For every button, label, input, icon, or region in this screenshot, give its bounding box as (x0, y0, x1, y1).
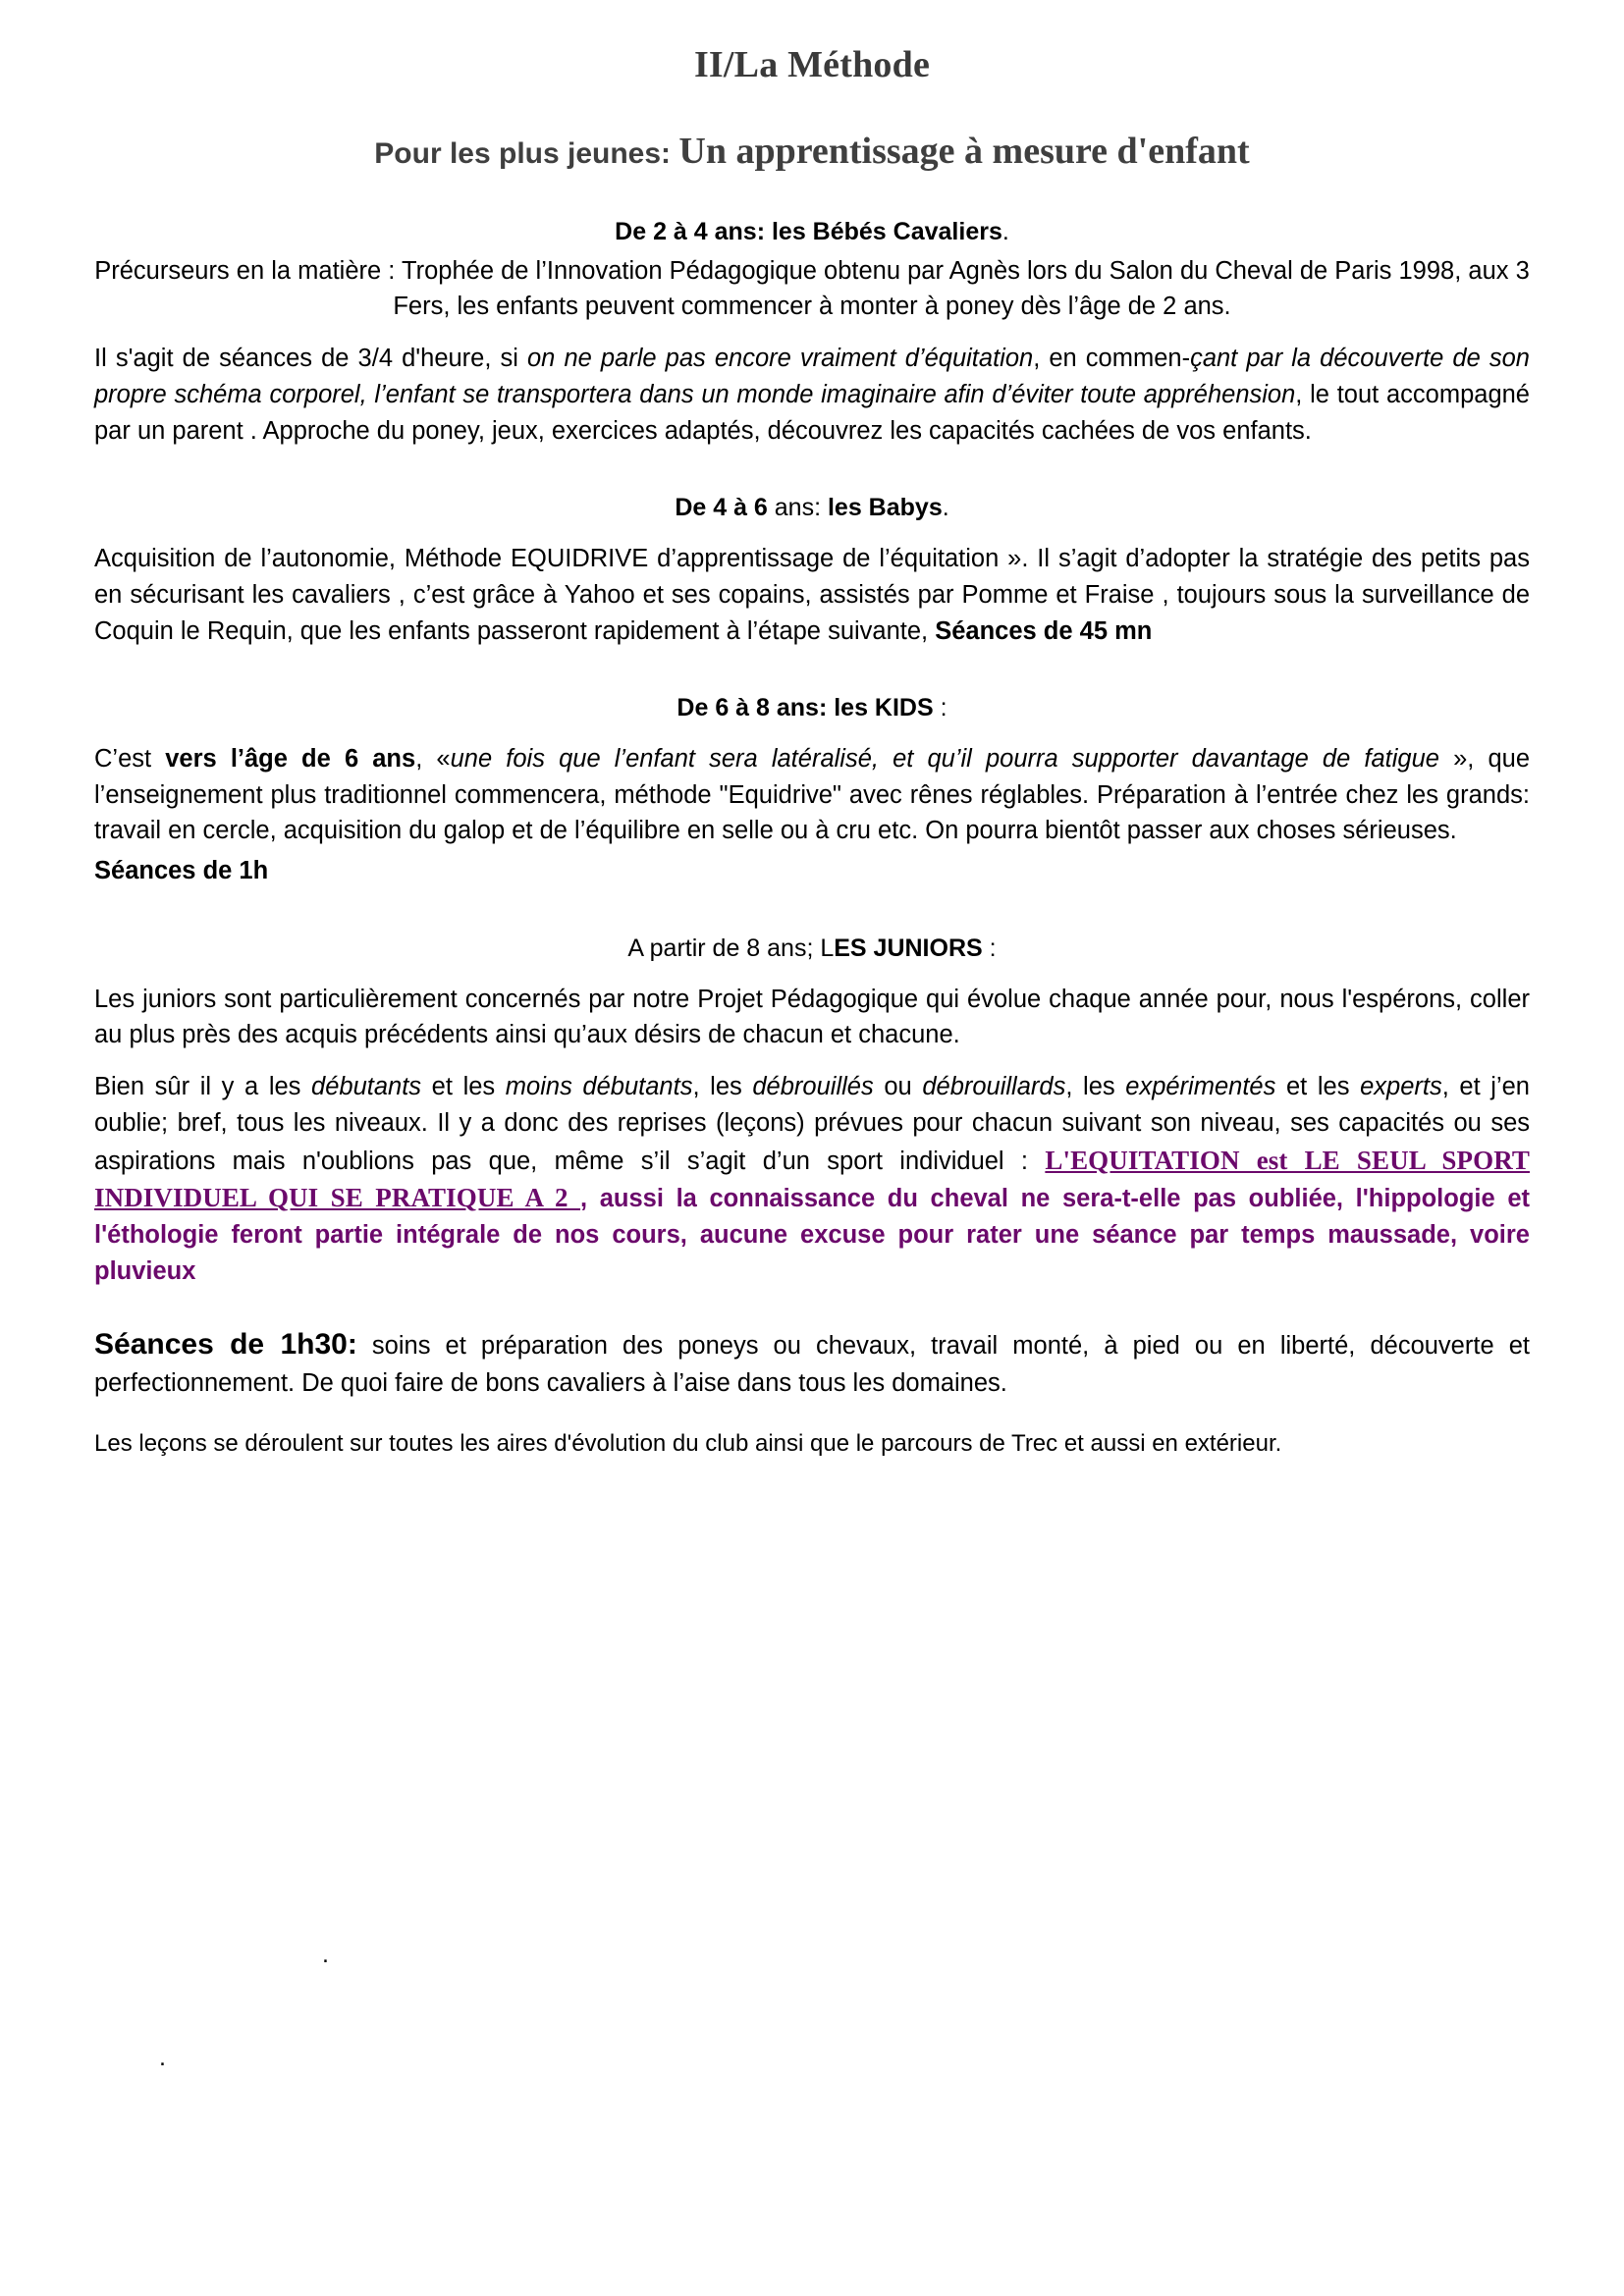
juniors-p2-i4: débrouillards (922, 1073, 1066, 1101)
kids-lead: C’est (94, 745, 166, 773)
heading-juniors-regular: A partir de 8 ans; L (627, 934, 835, 962)
heading-bebes-tail: . (1001, 218, 1009, 245)
juniors-p2-i2: moins débutants (505, 1073, 693, 1101)
heading-kids (94, 649, 1530, 725)
heading-juniors-bold: ES JUNIORS (834, 934, 983, 962)
emphasis-connaissance-cheval: , aussi la connaissance du cheval ne sera-t-elle pas oubliée, l'hippologie et l'éthologie feront partie intégrale de nos cours, aucune excuse pour rater une séance par temps maussade, voire pluvieux (94, 1185, 1530, 1285)
paragraph-juniors-1: Les juniors sont particulièrement concernés par notre Projet Pédagogique qui évolue chaque année pour, nous l'espérons, coller au plus près des acquis précédents ainsi qu’aux désirs de chacun et chacune. (94, 985, 1530, 1049)
juniors-p2-c: , les (692, 1073, 753, 1101)
juniors-p2-e: , les (1065, 1073, 1126, 1101)
heading-babys-regular: ans: (767, 494, 828, 522)
juniors-p2-d: ou (873, 1073, 923, 1101)
juniors-p2-g: , et j’en oublie; bref, tous les niveaux. Il y a donc des reprises (leçons) prévues pour chacun suivant son niveau, ses capacités ou ses aspirations mais n'oublions pas que, même s’il s’agit d’un sport individuel : (94, 1073, 1530, 1175)
juniors-p2-a: Bien sûr il y a les (94, 1073, 312, 1101)
heading-juniors (94, 889, 1530, 966)
heading-juniors-tail: : (982, 934, 997, 962)
emphasis-equitation-underlined: L'EQUITATION est LE SEUL SPORT INDIVIDUEL QUI SE PRATIQUE A 2 (94, 1145, 1531, 1213)
paragraph-seances-1h30 (94, 1290, 1530, 1402)
juniors-p2-b: et les (421, 1073, 506, 1101)
kids-quote-open: , « (415, 745, 451, 773)
paragraph-bebes-seances (94, 325, 1530, 449)
kids-seances-bold: Séances de 1h (94, 857, 269, 885)
heading-babys-tail: . (942, 494, 949, 522)
juniors-p2-i3: débrouillés (752, 1073, 874, 1101)
bebes-p1-italic: on ne parle pas encore vraiment d’équitation (527, 345, 1034, 373)
babys-text: Acquisition de l’autonomie, Méthode EQUIDRIVE d’apprentissage de l’équitation ». Il s’agit d’adopter la stratégie des petits pas en sécurisant les cavaliers , c’est grâce à Yahoo et ses copains, assistés par Pomme et Fraise , toujours sous la surveillance de Coquin le Requin, que les enfants passeront rapidement à l’étape suivante, (94, 545, 1530, 645)
paragraph-bebes-intro: Précurseurs en la matière : Trophée de l’Innovation Pédagogique obtenu par Agnès lors du Salon du Cheval de Paris 1998, aux 3 Fers, les enfants peuvent commencer à monter à poney dès l’âge de 2 ans. (94, 256, 1530, 321)
paragraph-babys (94, 525, 1530, 649)
stray-dot-upper: . (322, 1941, 329, 1968)
juniors-p2-i6: experts (1360, 1073, 1442, 1101)
bebes-p1-tail: , le tout accompagné par un parent . Approche du poney, jeux, exercices adaptés, découvrez les capacités cachées de vos enfants. (94, 380, 1530, 445)
heading-bebes-bold: De 2 à 4 ans: les Bébés Cavaliers (615, 218, 1002, 245)
bebes-p1-italic-2: çant par la découverte de son propre schéma corporel, l’enfant se transportera dans un monde imaginaire afin d’éviter toute appréhension (94, 345, 1530, 408)
document-content (94, 0, 1530, 1461)
stray-dot-lower: . (159, 2044, 166, 2071)
paragraph-kids (94, 725, 1530, 849)
heading-babys-bold-2: les Babys (827, 494, 943, 522)
bebes-p1-a: Il s'agit de séances de 3/4 d'heure, si (94, 345, 527, 373)
heading-kids-bold: De 6 à 8 ans: les KIDS (677, 694, 934, 722)
juniors-p2-f: et les (1275, 1073, 1361, 1101)
seances-1h30-text: soins et préparation des poneys ou chevaux, travail monté, à pied ou en liberté, découverte et perfectionnement. De quoi faire de bons cavaliers à l’aise dans tous les domaines. (94, 1331, 1530, 1397)
page-subtitle (94, 86, 1530, 173)
kids-quote-italic: une fois que l’enfant sera latéralisé, et qu’il pourra supporter davantage de fatigue (450, 745, 1439, 773)
paragraph-juniors-2 (94, 1053, 1530, 1290)
heading-bebes-cavaliers (94, 173, 1530, 249)
subtitle-main: Un apprentissage à mesure d'enfant (678, 131, 1250, 172)
page-title: II/La Méthode (693, 44, 931, 85)
heading-kids-tail: : (933, 694, 947, 722)
paragraph-lecons: Les leçons se déroulent sur toutes les aires d'évolution du club ainsi que le parcours de Trec et aussi en extérieur. (94, 1429, 1282, 1457)
heading-babys (94, 449, 1530, 525)
subtitle-prefix: Pour les plus jeunes: (374, 137, 679, 170)
heading-babys-bold-1: De 4 à 6 (675, 494, 768, 522)
bebes-p1-pre: , en commen- (1033, 345, 1191, 373)
kids-rest: », que l’enseignement plus traditionnel commencera, méthode "Equidrive" avec rênes réglables. Préparation à l’entrée chez les grands: travail en cercle, acquisition du galop et de l’équilibre en selle ou à cru etc. On pourra bientôt passer aux choses sérieuses. (94, 745, 1531, 845)
juniors-p2-i5: expérimentés (1125, 1073, 1276, 1101)
kids-age-bold: vers l’âge de 6 ans (165, 745, 416, 773)
paragraph-kids-seances (94, 849, 1530, 889)
babys-seances-bold: Séances de 45 mn (935, 616, 1153, 645)
seances-1h30-lead: Séances de 1h30: (94, 1327, 357, 1361)
juniors-p2-i1: débutants (311, 1073, 422, 1101)
